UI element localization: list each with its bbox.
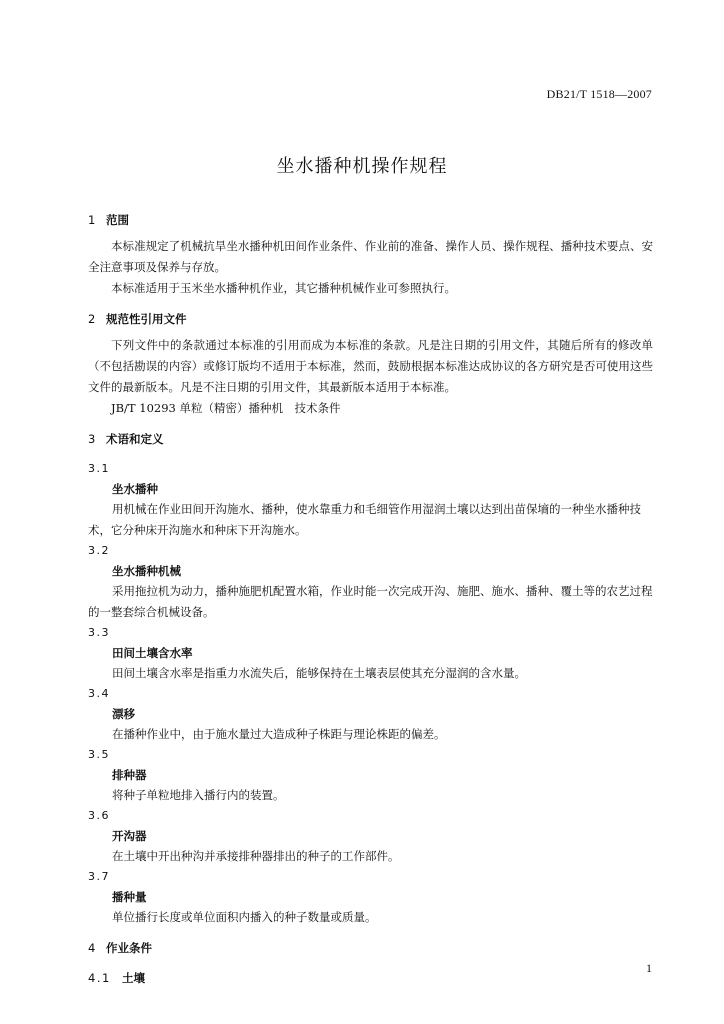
section-1-paragraph-2: 本标准适用于玉米坐水播种机作业，其它播种机械作业可参照执行。 [111, 281, 456, 295]
section-number: 2 [88, 312, 96, 326]
section-2-heading [88, 309, 653, 329]
section-number: 4 [88, 941, 96, 955]
term-definition: 用机械在作业田间开沟施水、播种，使水靠重力和毛细管作用湿润土壤以达到出苗保墒的一种坐水播种技术，它分种床开沟施水和种床下开沟施水。 [88, 502, 641, 537]
page-number: 1 [646, 961, 652, 975]
section-title: 规范性引用文件 [106, 312, 187, 326]
section-number: 1 [88, 213, 96, 227]
term-3-2 [88, 541, 653, 623]
term-definition: 采用拖拉机为动力，播种施肥机配置水箱，作业时能一次完成开沟、施肥、施水、播种、覆土等的农艺过程的一整套综合机械设备。 [88, 584, 653, 619]
term-number: 3.6 [88, 809, 110, 822]
term-definition: 将种子单粒地排入播行内的装置。 [112, 788, 285, 802]
section-title: 范围 [106, 213, 129, 227]
section-4-heading [88, 938, 653, 958]
term-3-7 [88, 867, 653, 928]
term-name: 排种器 [112, 768, 147, 782]
term-name: 坐水播种 [112, 482, 158, 496]
term-name: 开沟器 [112, 829, 147, 843]
section-title: 术语和定义 [106, 432, 164, 446]
subsection-4-1-heading [88, 968, 653, 988]
document-body [88, 210, 653, 988]
section-3-heading [88, 429, 653, 449]
section-number: 3 [88, 432, 96, 446]
term-number: 3.2 [88, 544, 110, 557]
section-1-paragraph-1: 本标准规定了机械抗旱坐水播种机田间作业条件、作业前的准备、操作人员、操作规程、播种技术要点、安全注意事项及保养与存放。 [88, 239, 653, 274]
term-name: 田间土壤含水率 [112, 646, 193, 660]
term-number: 3.4 [88, 687, 110, 700]
term-definition: 单位播行长度或单位面积内播入的种子数量或质量。 [112, 910, 377, 924]
term-3-6 [88, 806, 653, 867]
term-name: 坐水播种机械 [112, 564, 181, 578]
term-3-3 [88, 623, 653, 684]
standard-code: DB21/T 1518—2007 [546, 87, 652, 101]
term-number: 3.5 [88, 748, 110, 761]
term-definition: 在土壤中开出种沟并承接排种器排出的种子的工作部件。 [112, 849, 400, 863]
section-1-heading [88, 210, 653, 230]
term-name: 播种量 [112, 890, 147, 904]
term-number: 3.3 [88, 626, 110, 639]
document-title: 坐水播种机操作规程 [276, 156, 448, 177]
term-3-1 [88, 459, 653, 541]
subsection-title: 土壤 [122, 971, 145, 985]
section-2-reference: JB/T 10293 单粒（精密）播种机 技术条件 [111, 401, 341, 415]
term-definition: 田间土壤含水率是指重力水流失后，能够保持在土壤表层使其充分湿润的含水量。 [112, 666, 526, 680]
term-number: 3.1 [88, 462, 110, 475]
subsection-number: 4.1 [88, 971, 111, 985]
term-3-4 [88, 684, 653, 745]
section-title: 作业条件 [106, 941, 152, 955]
term-number: 3.7 [88, 870, 110, 883]
term-name: 漂移 [112, 707, 135, 721]
section-2-paragraph-1: 下列文件中的条款通过本标准的引用而成为本标准的条款。凡是注日期的引用文件，其随后所有的修改单（不包括勘误的内容）或修订版均不适用于本标准，然而，鼓励根据本标准达成协议的各方研究是否可使用这些文件的最新版本。凡是不注日期的引用文件，其最新版本适用于本标准。 [88, 338, 653, 394]
term-definition: 在播种作业中，由于施水量过大造成种子株距与理论株距的偏差。 [112, 727, 446, 741]
term-3-5 [88, 745, 653, 806]
